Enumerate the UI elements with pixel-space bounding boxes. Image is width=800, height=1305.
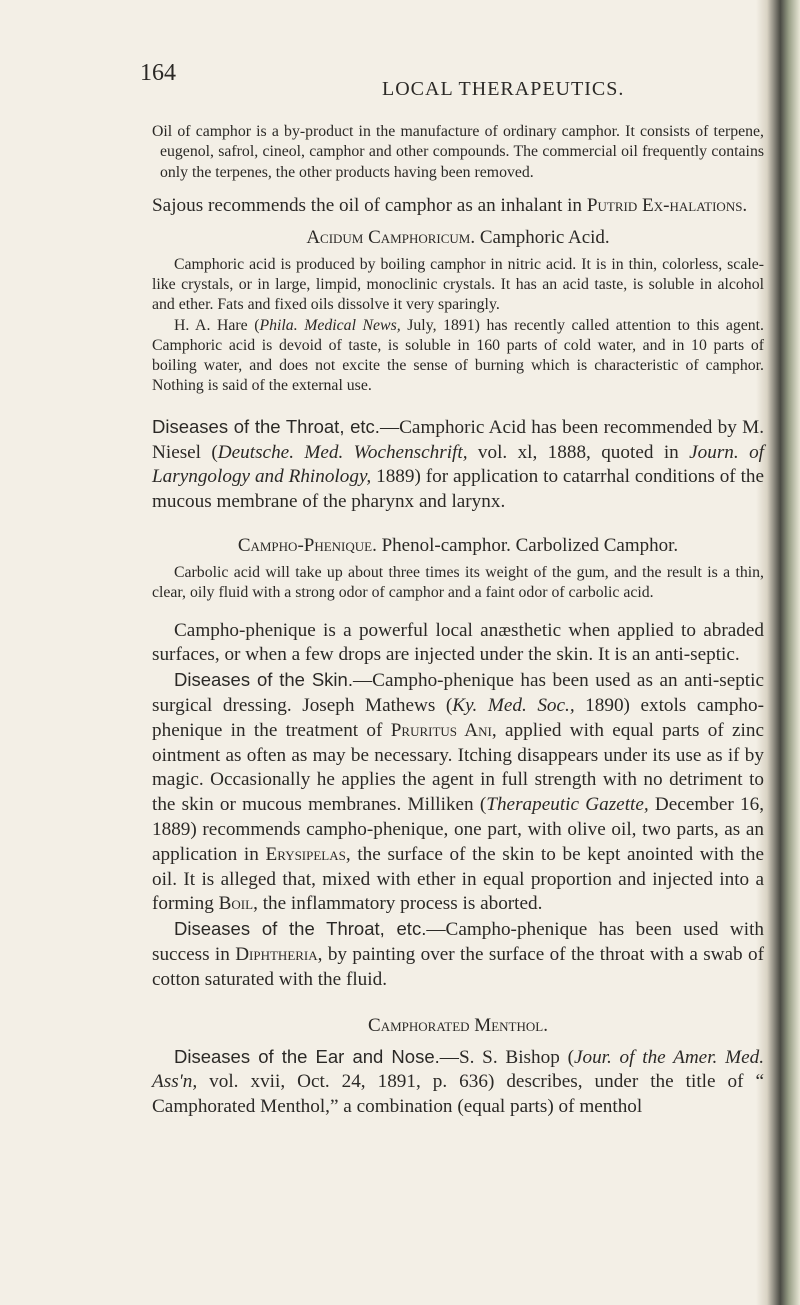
paragraph-ear-nose: Diseases of the Ear and Nose.—S. S. Bishop (Jour. of the Amer. Med. Ass'n, vol. xvii, Oct. 24, 1891, p. 636) describes, under the title of “ Camphorated Menthol,” a combination (equal parts) of menthol [152,1045,764,1118]
heading-acidum-camphoricum: Acidum Camphoricum. Camphoric Acid. [306,226,610,248]
heading-campho-phenique: Campho-Phenique. Phenol-camphor. Carbolized Camphor. [237,534,679,556]
heading-camphorated-menthol: Camphorated Menthol. [368,1014,548,1036]
paragraph-local-anaesthetic: Campho-phenique is a powerful local anæsthetic when applied to abraded surfaces, or when a few drops are injected under the skin. It is an anti-septic. [152,619,764,666]
page-header [140,60,740,104]
page-number: 164 [140,60,176,86]
paragraph-throat-camphoric: Diseases of the Throat, etc.—Camphoric Acid has been recommended by M. Niesel (Deutsche. Med. Wochenschrift, vol. xl, 1888, quoted in Journ. of Laryngology and Rhinology, 1889) for application to catarrhal conditions of the mucous membrane of the pharynx and larynx. [152,415,765,513]
page-body [152,122,764,1120]
paragraph-carbolic-acid: Carbolic acid will take up about three times its weight of the gum, and the result is a thin, clear, oily fluid with a strong odor of camphor and a faint odor of carbolic acid. [152,563,764,602]
paragraph-skin: Diseases of the Skin.—Campho-phenique has been used as an anti-septic surgical dressing. Joseph Mathews (Ky. Med. Soc., 1890) extols campho-phenique in the treatment of Pruritus Ani, applied with equal parts of zinc ointment as often as may be necessary. Itching disappears under its use as if by magic. Occasionally he applies the agent in full strength with no detriment to the skin or mucous membranes. Milliken (Therapeutic Gazette, December 16, 1889) recommends campho-phenique, one part, with olive oil, two parts, as an application in Erysipelas, the surface of the skin to be kept anointed with the oil. It is alleged that, mixed with ether in equal proportion and injected into a forming Boil, the inflammatory process is aborted. [152,669,765,915]
paragraph-sajous: Sajous recommends the oil of camphor as an inhalant in Putrid Ex-halations. [152,194,748,216]
running-title: LOCAL THERAPEUTICS. [382,78,625,100]
paragraph-oil-of-camphor: Oil of camphor is a by-product in the manufacture of ordinary camphor. It consists of terpene, eugenol, safrol, cineol, camphor and other compounds. The commercial oil frequently contains only the terpenes, the other products having been removed. [152,123,764,181]
paragraph-throat-campho: Diseases of the Throat, etc.—Campho-phenique has been used with success in Diphtheria, by painting over the surface of the throat with a swab of cotton saturated with the fluid. [152,918,764,990]
paragraph-camphoric-acid: Camphoric acid is produced by boiling camphor in nitric acid. It is in thin, colorless, scale-like crystals, or in large, limpid, monoclinic crystals. It has an acid taste, is soluble in alcohol and ether. Fats and fixed oils dissolve it very sparingly. [152,255,764,314]
paragraph-hare: H. A. Hare (Phila. Medical News, July, 1891) has recently called attention to this agent. Camphoric acid is devoid of taste, is soluble in 160 parts of cold water, and in 10 parts of boiling water, and does not excite the sense of burning which is characteristic of camphor. Nothing is said of the external use. [152,316,764,395]
